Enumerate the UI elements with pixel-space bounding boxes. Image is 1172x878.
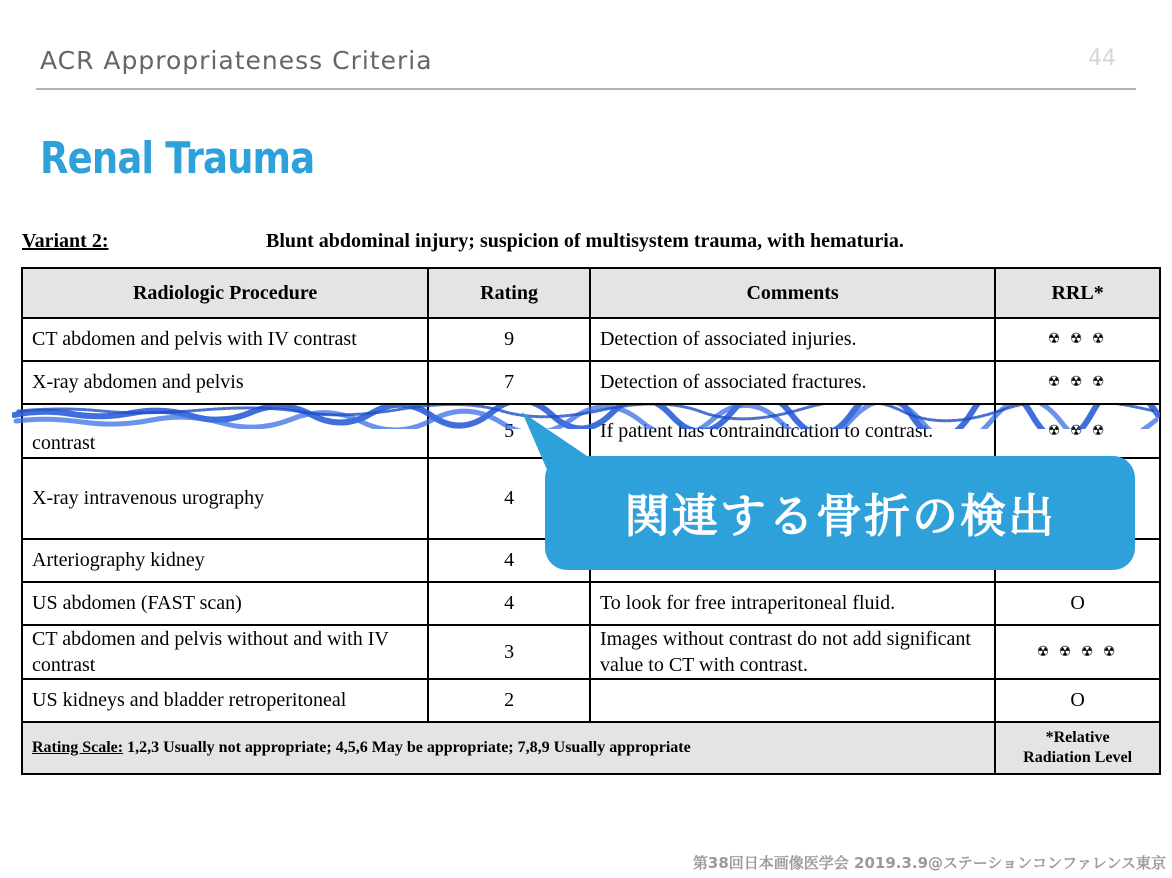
rrl-cell: ☢ ☢ ☢ ☢: [995, 625, 1160, 679]
slide-title: Renal Trauma: [40, 133, 315, 184]
rating-cell: 4: [428, 539, 590, 582]
comment-cell: If patient has contraindication to contrast.: [590, 404, 995, 458]
rrl-cell: ☢ ☢ ☢: [995, 318, 1160, 361]
rating-scale-note: [22, 722, 995, 774]
page-number: 44: [1088, 46, 1116, 71]
rating-cell: 4: [428, 458, 590, 539]
rrl-legend: [995, 722, 1160, 774]
rrl-cell: ☢ ☢ ☢: [995, 361, 1160, 404]
footer-credit: 第38回日本画像医学会 2019.3.9@ステーションコンファレンス東京: [692, 854, 1166, 872]
header-title: ACR Appropriateness Criteria: [40, 46, 433, 75]
rating-scale-text: 1,2,3 Usually not appropriate; 4,5,6 May be appropriate; 7,8,9 Usually appropriate: [123, 739, 691, 756]
procedure-cell: US kidneys and bladder retroperitoneal: [22, 679, 428, 722]
rating-cell: 2: [428, 679, 590, 722]
procedure-cell: Arteriography kidney: [22, 539, 428, 582]
rating-cell: 4: [428, 582, 590, 625]
procedure-cell: X-ray intravenous urography: [22, 458, 428, 539]
rating-cell: 3: [428, 625, 590, 679]
header-comments: Comments: [590, 268, 995, 318]
table-row: [22, 679, 1160, 722]
rating-cell: 9: [428, 318, 590, 361]
table-row: [22, 582, 1160, 625]
rrl-cell: O: [995, 582, 1160, 625]
header-procedure: Radiologic Procedure: [22, 268, 428, 318]
comment-cell: Images without contrast do not add significant value to CT with contrast.: [590, 625, 995, 679]
rating-cell: 7: [428, 361, 590, 404]
annotation-callout: 関連する骨折の検出: [545, 456, 1135, 570]
table-row: [22, 318, 1160, 361]
comment-cell: To look for free intraperitoneal fluid.: [590, 582, 995, 625]
procedure-cell: X-ray abdomen and pelvis: [22, 361, 428, 404]
rating-scale-label: Rating Scale:: [32, 739, 124, 756]
comment-cell: Detection of associated injuries.: [590, 318, 995, 361]
rrl-legend-line1: *Relative: [1045, 729, 1110, 746]
procedure-cell: contrast: [22, 404, 428, 458]
variant-description: Blunt abdominal injury; suspicion of multisystem trauma, with hematuria.: [266, 230, 904, 252]
rrl-cell: O: [995, 679, 1160, 722]
table-header-row: [22, 268, 1160, 318]
comment-cell: [590, 679, 995, 722]
rrl-legend-line2: Radiation Level: [1023, 749, 1133, 766]
header-rrl: RRL*: [995, 268, 1160, 318]
rrl-cell: ☢ ☢ ☢: [995, 404, 1160, 458]
rating-cell: 5: [428, 404, 590, 458]
procedure-cell: CT abdomen and pelvis with IV contrast: [22, 318, 428, 361]
table-footer-row: [22, 722, 1160, 774]
header-rating: Rating: [428, 268, 590, 318]
comment-cell: Detection of associated fractures.: [590, 361, 995, 404]
table-row: [22, 361, 1160, 404]
table-row: [22, 625, 1160, 679]
header-divider: [36, 88, 1136, 90]
procedure-cell: CT abdomen and pelvis without and with IV contrast: [22, 625, 428, 679]
procedure-cell: US abdomen (FAST scan): [22, 582, 428, 625]
variant-label: Variant 2:: [22, 230, 109, 252]
